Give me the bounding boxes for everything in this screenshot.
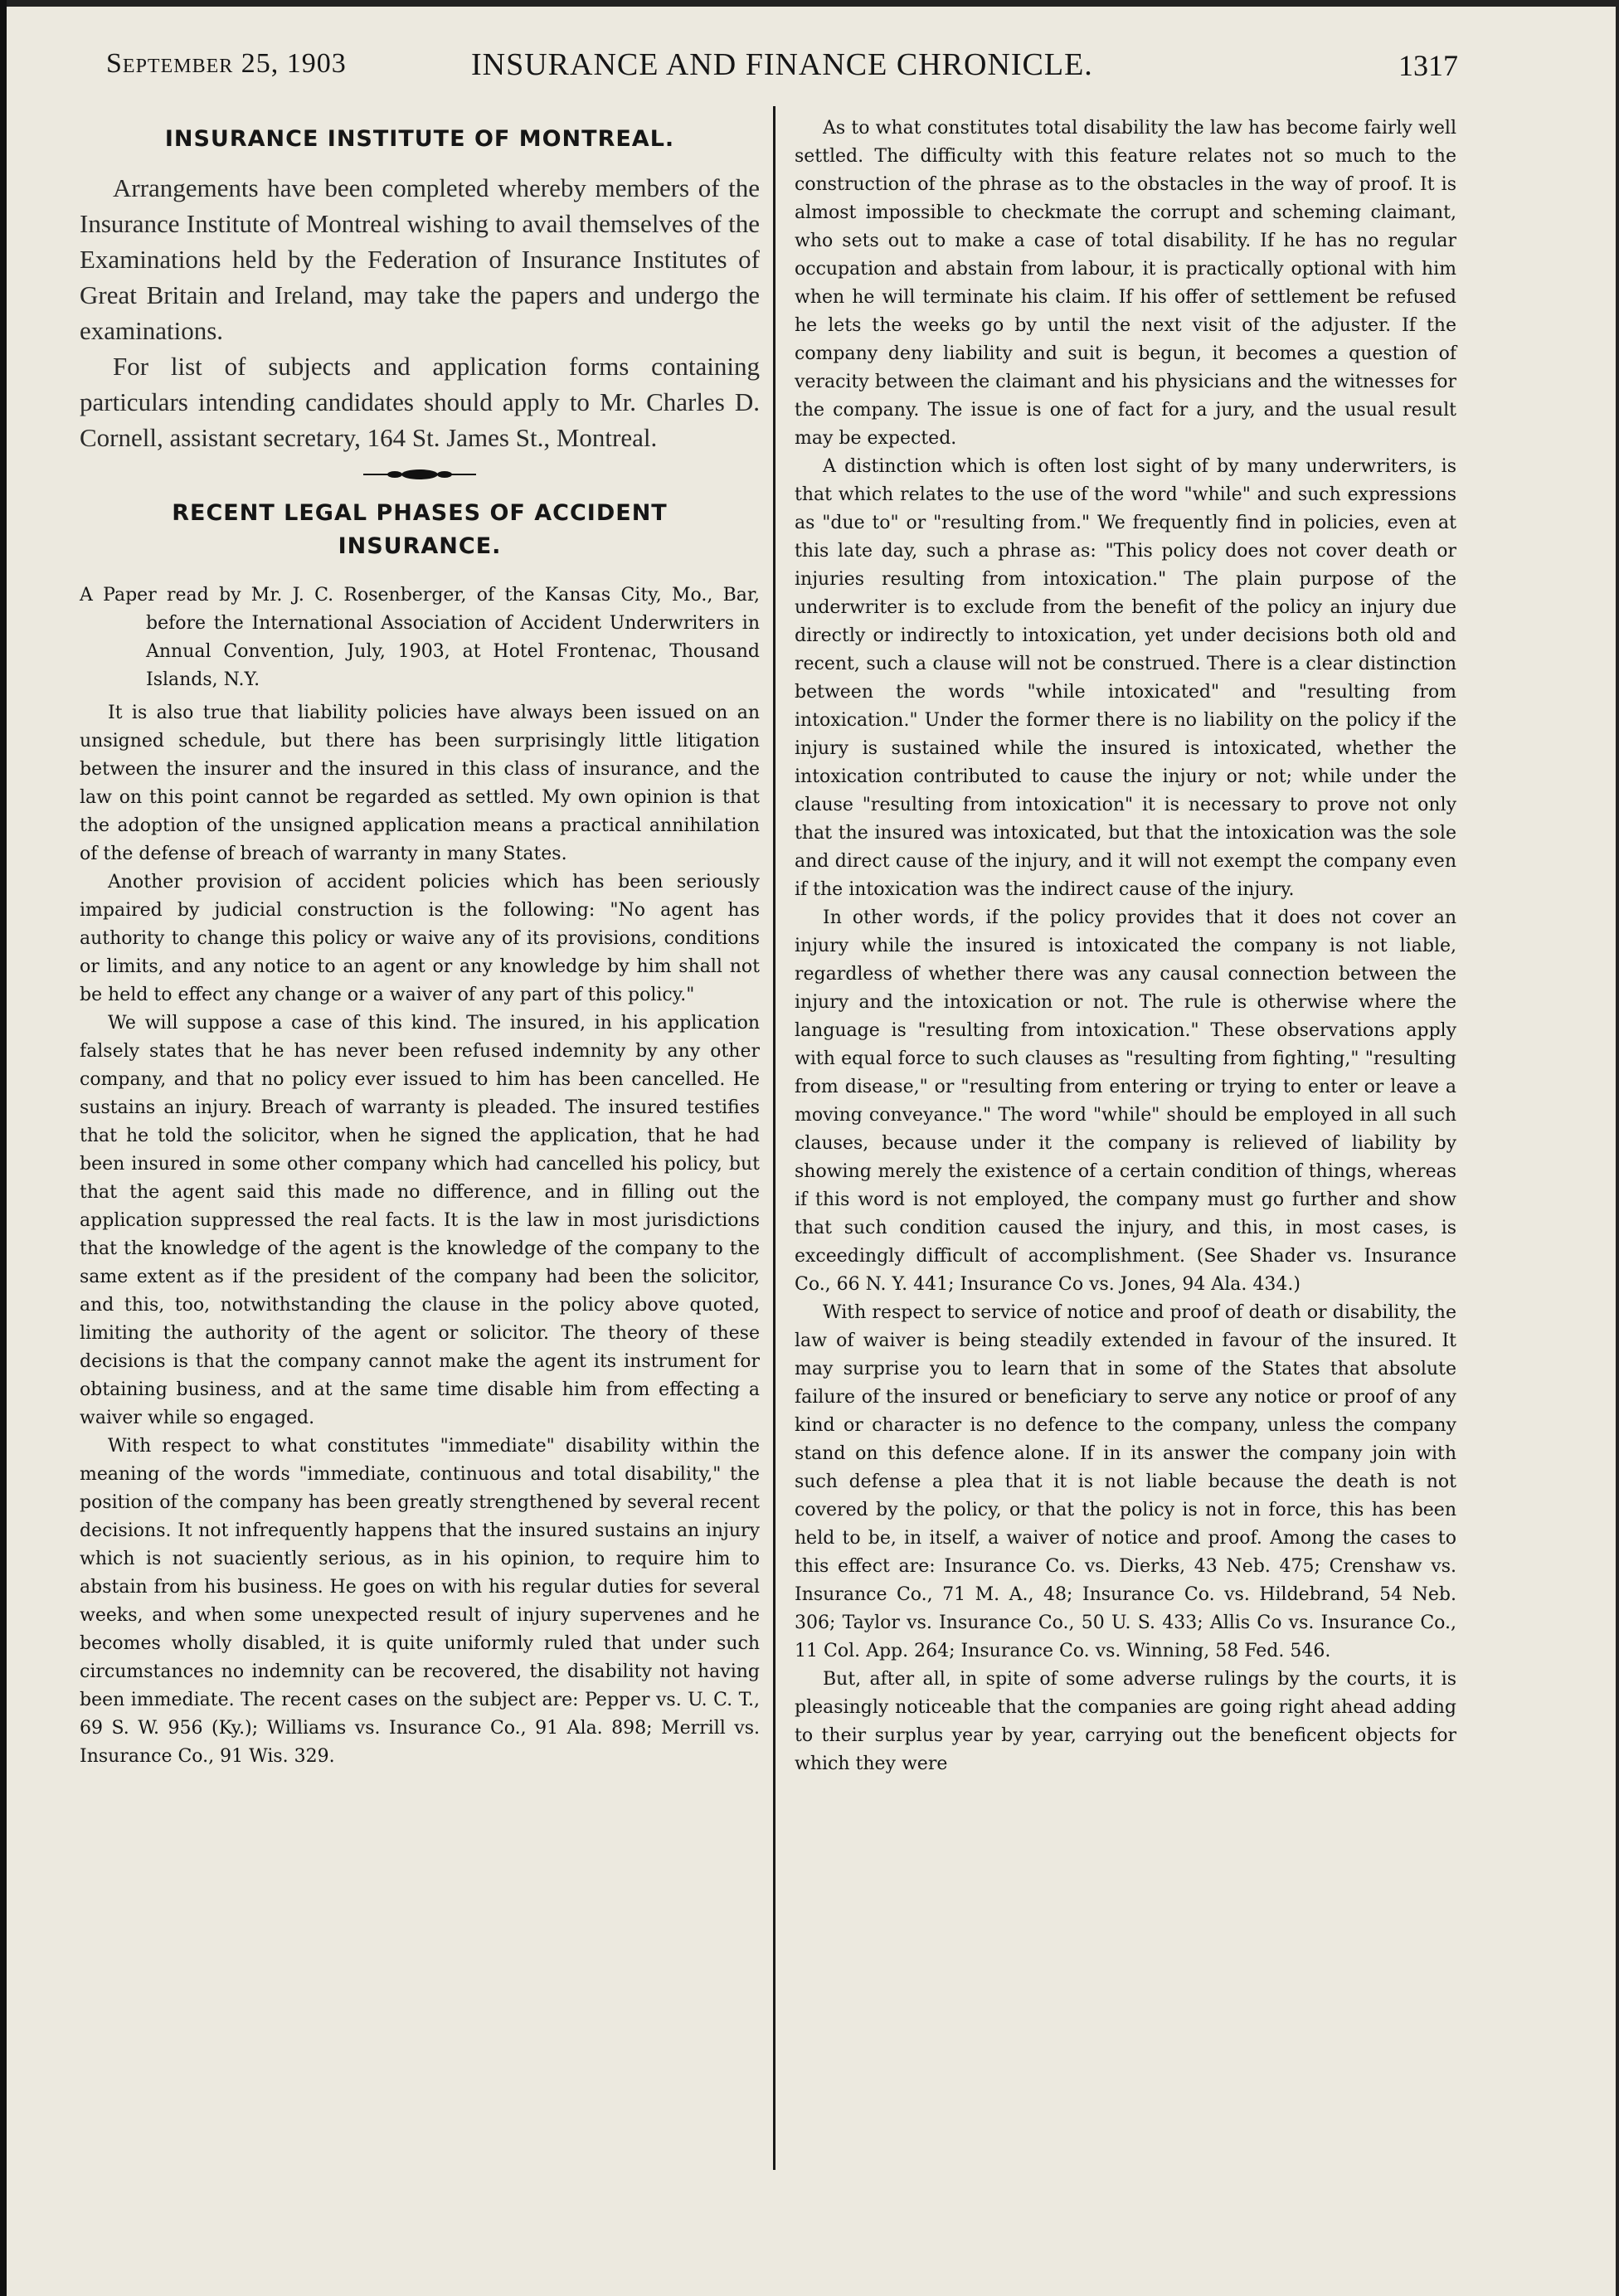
article-heading-institute: INSURANCE INSTITUTE OF MONTREAL. — [164, 126, 675, 152]
scan-border-left — [0, 0, 7, 2296]
body-paragraph: As to what constitutes total disability the law has become fairly well settled. The difficulty with this feature relates not so much to the construction of the phrase as to the obstacles in the way of proof. It is almost impossible to checkmate the corrupt and scheming claimant, who sets out to make a case of total disability. If he has no regular occupation and abstain from labour, it is practically optional with him when he will terminate his claim. If his offer of settlement be refused he lets the weeks go by until the next visit of the adjuster. If the company deny liability and suit is begun, it becomes a question of veracity between the claimant and his physicians and the witnesses for the company. The issue is one of fact for a jury, and the usual result may be expected. — [795, 118, 1456, 449]
body-paragraph: We will suppose a case of this kind. The insured, in his application falsely states that he has never been refused indemnity by any other company, and that no policy ever issued to him has been cancelled. He sustains an injury. Breach of warranty is pleaded. The insured testifies that he told the solicitor, when he signed the application, that he had been insured in some other company which had cancelled his policy, but that the agent said this made no difference, and in filling out the application suppressed the real facts. It is the law in most jurisdictions that the knowledge of the agent is the knowledge of the company to the same extent as if the president of the company had been the solicitor, and this, too, notwithstanding the clause in the policy above quoted, limiting the authority of the agent or solicitor. The theory of these decisions is that the company cannot make the agent its instrument for obtaining business, and at the same time disable him from effecting a waiver while so engaged. — [80, 1013, 760, 1428]
scan-border-top — [0, 0, 1619, 7]
body-paragraph: It is also true that liability policies have always been issued on an unsigned schedule, but there has been surprisingly little litigation between the insurer and the insured in this class of insurance, and the law on this point cannot be regarded as settled. My own opinion is that the adoption of the unsigned application means a practical annihilation of the defense of breach of warranty in many States. — [80, 703, 760, 864]
header-title: INSURANCE AND FINANCE CHRONICLE. — [471, 47, 1093, 82]
section-divider-ornament — [362, 467, 478, 482]
body-paragraph: But, after all, in spite of some adverse rulings by the courts, it is pleasingly noticeable that the companies are going right ahead adding to their surplus year by year, carrying out the beneficent objects for which they were — [795, 1669, 1456, 1774]
section-heading-line: INSURANCE. — [338, 533, 502, 559]
article-heading-legal — [80, 497, 760, 563]
lead-paragraph: Arrangements have been completed whereby members of the Insurance Institute of Montreal wishing to avail themselves of the Examinations held by the Federation of Insurance Institutes of Great Britain and Ireland, may take the papers and undergo the examinations. — [80, 173, 760, 345]
page-number: 1317 — [1398, 49, 1458, 82]
column-divider — [773, 106, 775, 2170]
running-header — [106, 41, 1458, 91]
paper-byline: A Paper read by Mr. J. C. Rosenberger, of the Kansas City, Mo., Bar, before the International Association of Accident Underwriters in Annual Convention, July, 1903, at Hotel Frontenac, Thousand Islands, N.Y. — [80, 585, 760, 690]
section-heading-line: RECENT LEGAL PHASES OF ACCIDENT — [172, 500, 668, 526]
scan-border-right — [1616, 0, 1619, 2296]
body-paragraph: With respect to service of notice and proof of death or disability, the law of waiver is being steadily extended in favour of the insured. It may surprise you to learn that in some of the States that absolute failure of the insured or beneficiary to serve any notice or proof of any kind or character is no defence to the company, unless the company stand on this defence alone. If in its answer the company join with such defense a plea that it is not liable because the death is not covered by the policy, or that the policy is not in force, this has been held to be, in itself, a waiver of notice and proof. Among the cases to this effect are: Insurance Co. vs. Dierks, 43 Neb. 475; Crenshaw vs. Insurance Co., 71 M. A., 48; Insurance Co. vs. Hildebrand, 54 Neb. 306; Taylor vs. Insurance Co., 50 U. S. 433; Allis Co vs. Insurance Co., 11 Col. App. 264; Insurance Co. vs. Winning, 58 Fed. 546. — [795, 1302, 1456, 1661]
body-paragraph: Another provision of accident policies which has been seriously impaired by judicial construction is the following: "No agent has authority to change this policy or waive any of its provisions, conditions or limits, and any notice to an agent or any knowledge by him shall not be held to effect any change or a waiver of any part of this policy." — [80, 872, 760, 1005]
header-date: September 25, 1903 — [106, 48, 347, 79]
body-paragraph: A distinction which is often lost sight of by many underwriters, is that which relates to the use of the word "while" and such expressions as "due to" or "resulting from." We frequently find in policies, even at this late day, such a phrase as: "This policy does not cover death or injuries resulting from intoxication." The plain purpose of the underwriter is to exclude from the benefit of the policy an injury due directly or indirectly to intoxication, yet under decisions both old and recent, such a clause will not be construed. There is a clear distinction between the words "while intoxicated" and "resulting from intoxication." Under the former there is no liability on the policy if the injury is sustained while the insured is intoxicated, whether the intoxication contributed to cause the injury or not; while under the clause "resulting from intoxication" it is necessary to prove not only that the insured was intoxicated, but that the intoxication was the sole and direct cause of the injury, and it will not exempt the company even if the intoxication was the indirect cause of the injury. — [795, 456, 1456, 900]
body-paragraph: With respect to what constitutes "immediate" disability within the meaning of the words "immediate, continuous and total disability," the position of the company has been greatly strengthened by several recent decisions. It not infrequently happens that the insured sustains an injury which is not suaciently serious, as in his opinion, to require him to abstain from his business. He goes on with his regular duties for several weeks, and when some unexpected result of injury supervenes and he becomes wholly disabled, it is quite uniformly ruled that under such circumstances no indemnity can be recovered, the disability not having been immediate. The recent cases on the subject are: Pepper vs. U. C. T., 69 S. W. 956 (Ky.); Williams vs. Insurance Co., 91 Ala. 898; Merrill vs. Insurance Co., 91 Wis. 329. — [80, 1436, 760, 1767]
body-paragraph: In other words, if the policy provides that it does not cover an injury while the insured is intoxicated the company is not liable, regardless of whether there was any causal connection between the injury and the intoxication or not. The rule is otherwise where the language is "resulting from intoxication." These observations apply with equal force to such clauses as "resulting from fighting," "resulting from disease," or "resulting from entering or trying to enter or leave a moving conveyance." The word "while" should be employed in all such clauses, because under it the company is relieved of liability by showing merely the existence of a certain condition of things, whereas if this word is not employed, the company must go further and show that such condition caused the injury, and this, in most cases, is exceedingly difficult of accomplishment. (See Shader vs. Insurance Co., 66 N. Y. 441; Insurance Co vs. Jones, 94 Ala. 434.) — [795, 907, 1456, 1295]
lead-paragraph: For list of subjects and application forms containing particulars intending candidates should apply to Mr. Charles D. Cornell, assistant secretary, 164 St. James St., Montreal. — [80, 352, 760, 452]
right-column — [795, 114, 1456, 1778]
left-column — [80, 114, 760, 1771]
